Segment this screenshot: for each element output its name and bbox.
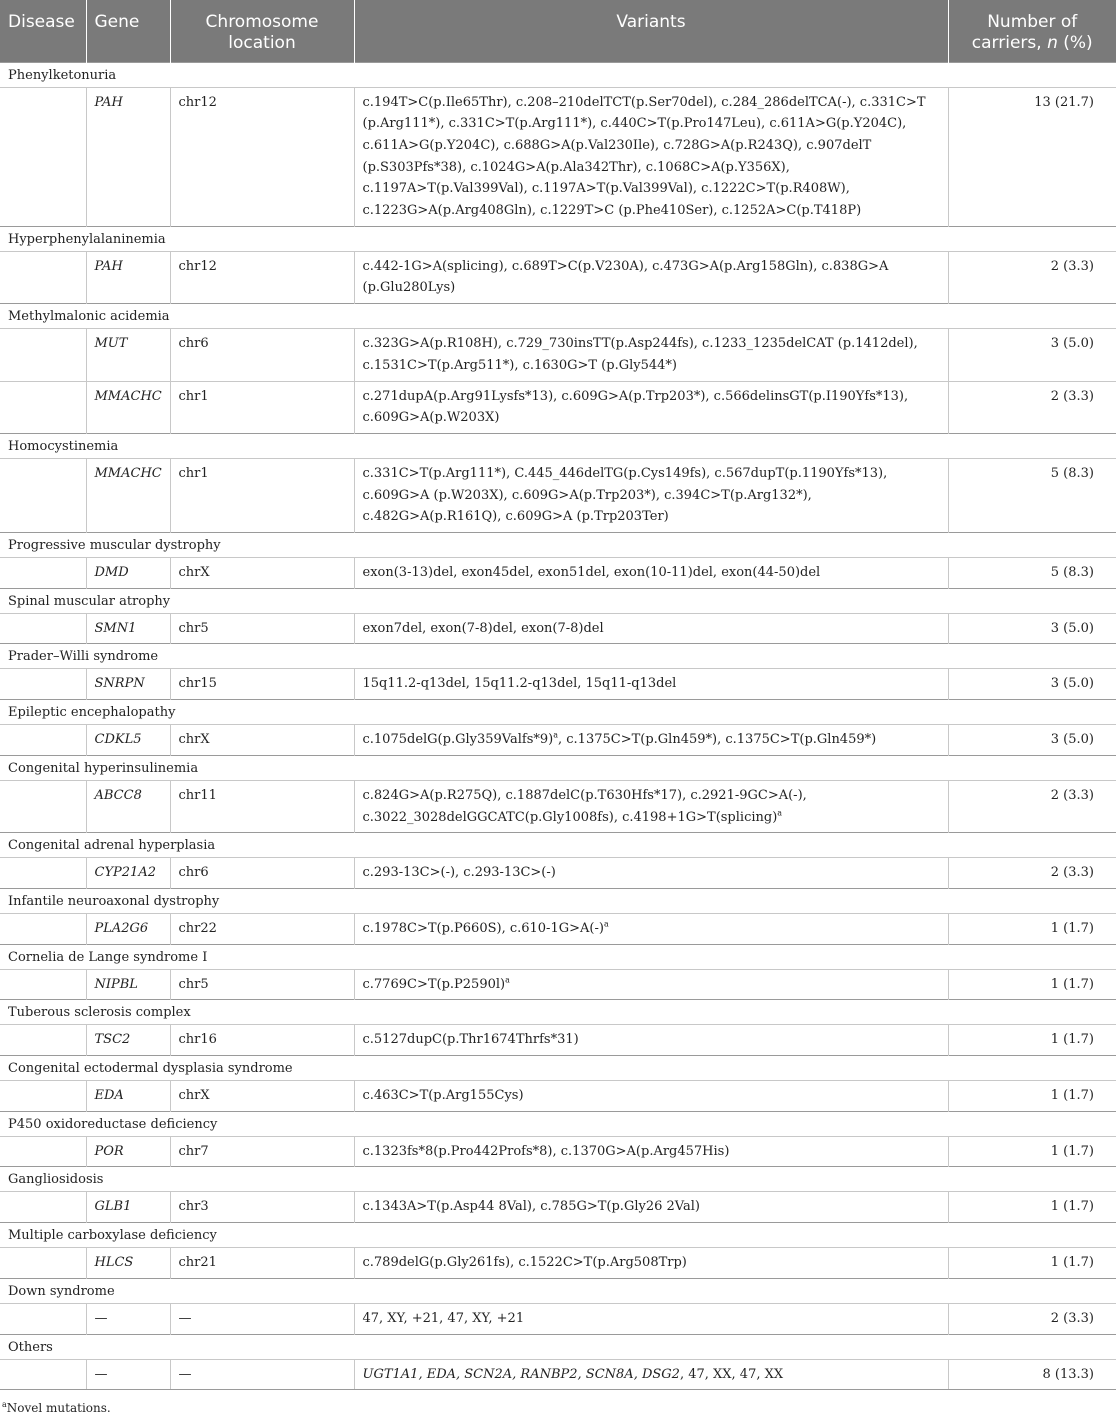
chromosome-cell: — xyxy=(170,1303,354,1334)
variants-cell: c.293-13C>(-), c.293-13C>(-) xyxy=(354,858,948,889)
table-row xyxy=(0,1359,1116,1390)
table-row xyxy=(0,1192,1116,1223)
variants-cell: c.331C>T(p.Arg111*), C.445_446delTG(p.Cys149fs), c.567dupT(p.1190Yfs*13), c.609G>A (p.W203X), c.609G>A(p.Trp203*), c.394C>T(p.Arg132*), c.482G>A(p.R161Q), c.609G>A (p.Trp203Ter) xyxy=(354,458,948,532)
variants-cell xyxy=(354,1359,948,1390)
carriers-cell: 1 (1.7) xyxy=(948,1081,1116,1112)
gene-cell: CYP21A2 xyxy=(86,858,170,889)
disease-name: Hyperphenylalaninemia xyxy=(0,226,1116,251)
gene-cell: TSC2 xyxy=(86,1025,170,1056)
chromosome-cell: chr7 xyxy=(170,1136,354,1167)
chromosome-cell: chr11 xyxy=(170,780,354,832)
carriers-cell: 3 (5.0) xyxy=(948,725,1116,756)
variants-cell: exon(3-13)del, exon45del, exon51del, exon(10-11)del, exon(44-50)del xyxy=(354,558,948,589)
table-row xyxy=(0,780,1116,832)
header-gene: Gene xyxy=(86,0,170,62)
variants-text: c.1978C>T(p.P660S), c.610-1G>A(-) xyxy=(362,920,604,936)
disease-row xyxy=(0,888,1116,913)
novel-mutation-mark: a xyxy=(505,975,510,985)
variants-text-continued: , 47, XX, 47, XX xyxy=(679,1366,784,1382)
disease-spacer-cell xyxy=(0,251,86,303)
variants-cell: c.1343A>T(p.Asp44 8Val), c.785G>T(p.Gly26 2Val) xyxy=(354,1192,948,1223)
disease-spacer-cell xyxy=(0,1303,86,1334)
disease-row xyxy=(0,588,1116,613)
gene-cell: CDKL5 xyxy=(86,725,170,756)
chromosome-cell: chr5 xyxy=(170,969,354,1000)
disease-spacer-cell xyxy=(0,858,86,889)
variants-cell: 15q11.2-q13del, 15q11.2-q13del, 15q11-q13del xyxy=(354,669,948,700)
gene-cell: ABCC8 xyxy=(86,780,170,832)
chromosome-cell: chrX xyxy=(170,558,354,589)
gene-cell: MUT xyxy=(86,329,170,381)
variants-cell: c.323G>A(p.R108H), c.729_730insTT(p.Asp244fs), c.1233_1235delCAT (p.1412del), c.1531C>T(p.Arg511*), c.1630G>T (p.Gly544*) xyxy=(354,329,948,381)
disease-name: Congenital ectodermal dysplasia syndrome xyxy=(0,1056,1116,1081)
disease-name: Congenital hyperinsulinemia xyxy=(0,755,1116,780)
table-row xyxy=(0,1248,1116,1279)
disease-spacer-cell xyxy=(0,381,86,433)
disease-row xyxy=(0,1111,1116,1136)
table-header xyxy=(0,0,1116,62)
table-row xyxy=(0,251,1116,303)
disease-spacer-cell xyxy=(0,1248,86,1279)
variants-cell: c.442-1G>A(splicing), c.689T>C(p.V230A), c.473G>A(p.Arg158Gln), c.838G>A (p.Glu280Lys) xyxy=(354,251,948,303)
chromosome-cell: chrX xyxy=(170,725,354,756)
disease-row xyxy=(0,1056,1116,1081)
disease-name: Infantile neuroaxonal dystrophy xyxy=(0,888,1116,913)
disease-name: Prader–Willi syndrome xyxy=(0,644,1116,669)
gene-cell: DMD xyxy=(86,558,170,589)
table-row xyxy=(0,458,1116,532)
carriers-cell: 1 (1.7) xyxy=(948,1136,1116,1167)
carriers-cell: 3 (5.0) xyxy=(948,669,1116,700)
carriers-cell: 1 (1.7) xyxy=(948,1192,1116,1223)
gene-cell: SNRPN xyxy=(86,669,170,700)
table-row xyxy=(0,613,1116,644)
table-row xyxy=(0,558,1116,589)
gene-cell: EDA xyxy=(86,1081,170,1112)
disease-spacer-cell xyxy=(0,613,86,644)
disease-name: Spinal muscular atrophy xyxy=(0,588,1116,613)
chromosome-cell: chr15 xyxy=(170,669,354,700)
gene-cell: GLB1 xyxy=(86,1192,170,1223)
disease-name: Progressive muscular dystrophy xyxy=(0,533,1116,558)
disease-row xyxy=(0,755,1116,780)
disease-row xyxy=(0,533,1116,558)
table-row xyxy=(0,913,1116,944)
gene-cell: HLCS xyxy=(86,1248,170,1279)
chromosome-cell: chr1 xyxy=(170,381,354,433)
carriers-cell: 2 (3.3) xyxy=(948,251,1116,303)
variants-cell: c.463C>T(p.Arg155Cys) xyxy=(354,1081,948,1112)
disease-spacer-cell xyxy=(0,1192,86,1223)
disease-spacer-cell xyxy=(0,1136,86,1167)
disease-name: Epileptic encephalopathy xyxy=(0,700,1116,725)
variants-cell: 47, XY, +21, 47, XY, +21 xyxy=(354,1303,948,1334)
variants-text: c.824G>A(p.R275Q), c.1887delC(p.T630Hfs*17), c.2921-9GC>A(-), c.3022_3028delGGCATC(p.Gly1008fs), c.4198+1G>T(splicing) xyxy=(362,787,807,825)
chromosome-cell: chr12 xyxy=(170,87,354,226)
variants-cell: c.5127dupC(p.Thr1674Thrfs*31) xyxy=(354,1025,948,1056)
gene-cell: PLA2G6 xyxy=(86,913,170,944)
table-row xyxy=(0,669,1116,700)
disease-name: Methylmalonic acidemia xyxy=(0,304,1116,329)
header-variants: Variants xyxy=(354,0,948,62)
gene-cell: — xyxy=(86,1359,170,1390)
chromosome-cell: chr5 xyxy=(170,613,354,644)
disease-row xyxy=(0,1167,1116,1192)
header-carriers: Number of carriers, n (%) xyxy=(948,0,1116,62)
carriers-cell: 1 (1.7) xyxy=(948,913,1116,944)
table-row xyxy=(0,1081,1116,1112)
gene-cell: MMACHC xyxy=(86,458,170,532)
disease-name: Gangliosidosis xyxy=(0,1167,1116,1192)
carriers-cell: 3 (5.0) xyxy=(948,613,1116,644)
variants-italic-text: UGT1A1, EDA, SCN2A, RANBP2, SCN8A, DSG2 xyxy=(362,1366,680,1382)
chromosome-cell: chr6 xyxy=(170,329,354,381)
variants-cell xyxy=(354,780,948,832)
gene-cell: POR xyxy=(86,1136,170,1167)
disease-spacer-cell xyxy=(0,329,86,381)
disease-spacer-cell xyxy=(0,780,86,832)
disease-spacer-cell xyxy=(0,1025,86,1056)
table-row xyxy=(0,87,1116,226)
chromosome-cell: chr21 xyxy=(170,1248,354,1279)
novel-mutation-mark: a xyxy=(553,730,558,740)
table-row xyxy=(0,858,1116,889)
disease-row xyxy=(0,644,1116,669)
carriers-cell: 2 (3.3) xyxy=(948,858,1116,889)
header-chromosome: Chromosome location xyxy=(170,0,354,62)
chromosome-cell: chr16 xyxy=(170,1025,354,1056)
carriers-cell: 5 (8.3) xyxy=(948,558,1116,589)
carriers-cell: 13 (21.7) xyxy=(948,87,1116,226)
disease-row xyxy=(0,1223,1116,1248)
table-row xyxy=(0,1303,1116,1334)
variants-cell: c.789delG(p.Gly261fs), c.1522C>T(p.Arg508Trp) xyxy=(354,1248,948,1279)
disease-name: P450 oxidoreductase deficiency xyxy=(0,1111,1116,1136)
disease-name: Phenylketonuria xyxy=(0,62,1116,87)
table-row xyxy=(0,1025,1116,1056)
disease-row xyxy=(0,833,1116,858)
disease-name: Cornelia de Lange syndrome Ⅰ xyxy=(0,944,1116,969)
table-row xyxy=(0,381,1116,433)
disease-row xyxy=(0,304,1116,329)
disease-name: Down syndrome xyxy=(0,1278,1116,1303)
variants-cell xyxy=(354,913,948,944)
variants-text: c.7769C>T(p.P2590l) xyxy=(362,976,506,992)
variants-cell: c.1323fs*8(p.Pro442Profs*8), c.1370G>A(p.Arg457His) xyxy=(354,1136,948,1167)
carriers-cell: 1 (1.7) xyxy=(948,1248,1116,1279)
disease-row xyxy=(0,1000,1116,1025)
disease-row xyxy=(0,433,1116,458)
gene-cell: MMACHC xyxy=(86,381,170,433)
carriers-cell: 5 (8.3) xyxy=(948,458,1116,532)
disease-spacer-cell xyxy=(0,969,86,1000)
disease-spacer-cell xyxy=(0,725,86,756)
chromosome-cell: chr12 xyxy=(170,251,354,303)
disease-spacer-cell xyxy=(0,1359,86,1390)
table-row xyxy=(0,969,1116,1000)
variants-cell: c.194T>C(p.Ile65Thr), c.208–210delTCT(p.Ser70del), c.284_286delTCA(-), c.331C>T (p.Arg111*), c.331C>T(p.Arg111*), c.440C>T(p.Pro147Leu), c.611A>G(p.Y204C), c.611A>G(p.Y204C), c.688G>A(p.Val230Ile), c.728G>A(p.R243Q), c.907delT (p.S303Pfs*38), c.1024G>A(p.Ala342Thr), c.1068C>A(p.Y356X), c.1197A>T(p.Val399Val), c.1197A>T(p.Val399Val), c.1222C>T(p.R408W), c.1223G>A(p.Arg408Gln), c.1229T>C (p.Phe410Ser), c.1252A>C(p.T418P) xyxy=(354,87,948,226)
gene-cell: NIPBL xyxy=(86,969,170,1000)
footnote xyxy=(0,1390,1116,1416)
carriers-cell: 2 (3.3) xyxy=(948,1303,1116,1334)
carriers-cell: 1 (1.7) xyxy=(948,969,1116,1000)
disease-spacer-cell xyxy=(0,1081,86,1112)
variants-cell xyxy=(354,969,948,1000)
disease-spacer-cell xyxy=(0,558,86,589)
novel-mutation-mark: a xyxy=(603,919,609,929)
chromosome-cell: chr22 xyxy=(170,913,354,944)
variants-text-continued: , c.1375C>T(p.Gln459*), c.1375C>T(p.Gln459*) xyxy=(558,732,877,748)
disease-name: Multiple carboxylase deficiency xyxy=(0,1223,1116,1248)
table-row xyxy=(0,725,1116,756)
disease-name: Congenital adrenal hyperplasia xyxy=(0,833,1116,858)
carriers-cell: 1 (1.7) xyxy=(948,1025,1116,1056)
carriers-cell: 3 (5.0) xyxy=(948,329,1116,381)
footnote-row xyxy=(0,1390,1116,1416)
disease-spacer-cell xyxy=(0,669,86,700)
disease-row xyxy=(0,944,1116,969)
chromosome-cell: chr3 xyxy=(170,1192,354,1223)
variants-text: c.1075delG(p.Gly359Valfs*9) xyxy=(362,732,554,748)
footnote-text: Novel mutations. xyxy=(6,1401,111,1416)
disease-name: Tuberous sclerosis complex xyxy=(0,1000,1116,1025)
gene-cell: PAH xyxy=(86,87,170,226)
gene-cell: — xyxy=(86,1303,170,1334)
disease-row xyxy=(0,700,1116,725)
disease-name: Others xyxy=(0,1334,1116,1359)
gene-cell: PAH xyxy=(86,251,170,303)
disease-spacer-cell xyxy=(0,87,86,226)
footnote-mark: a xyxy=(2,1400,7,1410)
carriers-cell: 8 (13.3) xyxy=(948,1359,1116,1390)
disease-row xyxy=(0,226,1116,251)
chromosome-cell: chr1 xyxy=(170,458,354,532)
variants-cell: exon7del, exon(7-8)del, exon(7-8)del xyxy=(354,613,948,644)
disease-spacer-cell xyxy=(0,913,86,944)
gene-cell: SMN1 xyxy=(86,613,170,644)
header-disease: Disease xyxy=(0,0,86,62)
variants-cell: c.271dupA(p.Arg91Lysfs*13), c.609G>A(p.Trp203*), c.566delinsGT(p.I190Yfs*13), c.609G>A(p.W203X) xyxy=(354,381,948,433)
chromosome-cell: chr6 xyxy=(170,858,354,889)
chromosome-cell: — xyxy=(170,1359,354,1390)
table-row xyxy=(0,329,1116,381)
disease-spacer-cell xyxy=(0,458,86,532)
variants-cell xyxy=(354,725,948,756)
carriers-cell: 2 (3.3) xyxy=(948,381,1116,433)
table-row xyxy=(0,1136,1116,1167)
table-body xyxy=(0,62,1116,1416)
novel-mutation-mark: a xyxy=(777,808,783,818)
chromosome-cell: chrX xyxy=(170,1081,354,1112)
disease-row xyxy=(0,62,1116,87)
carriers-cell: 2 (3.3) xyxy=(948,780,1116,832)
disease-row xyxy=(0,1334,1116,1359)
disease-name: Homocystinemia xyxy=(0,433,1116,458)
